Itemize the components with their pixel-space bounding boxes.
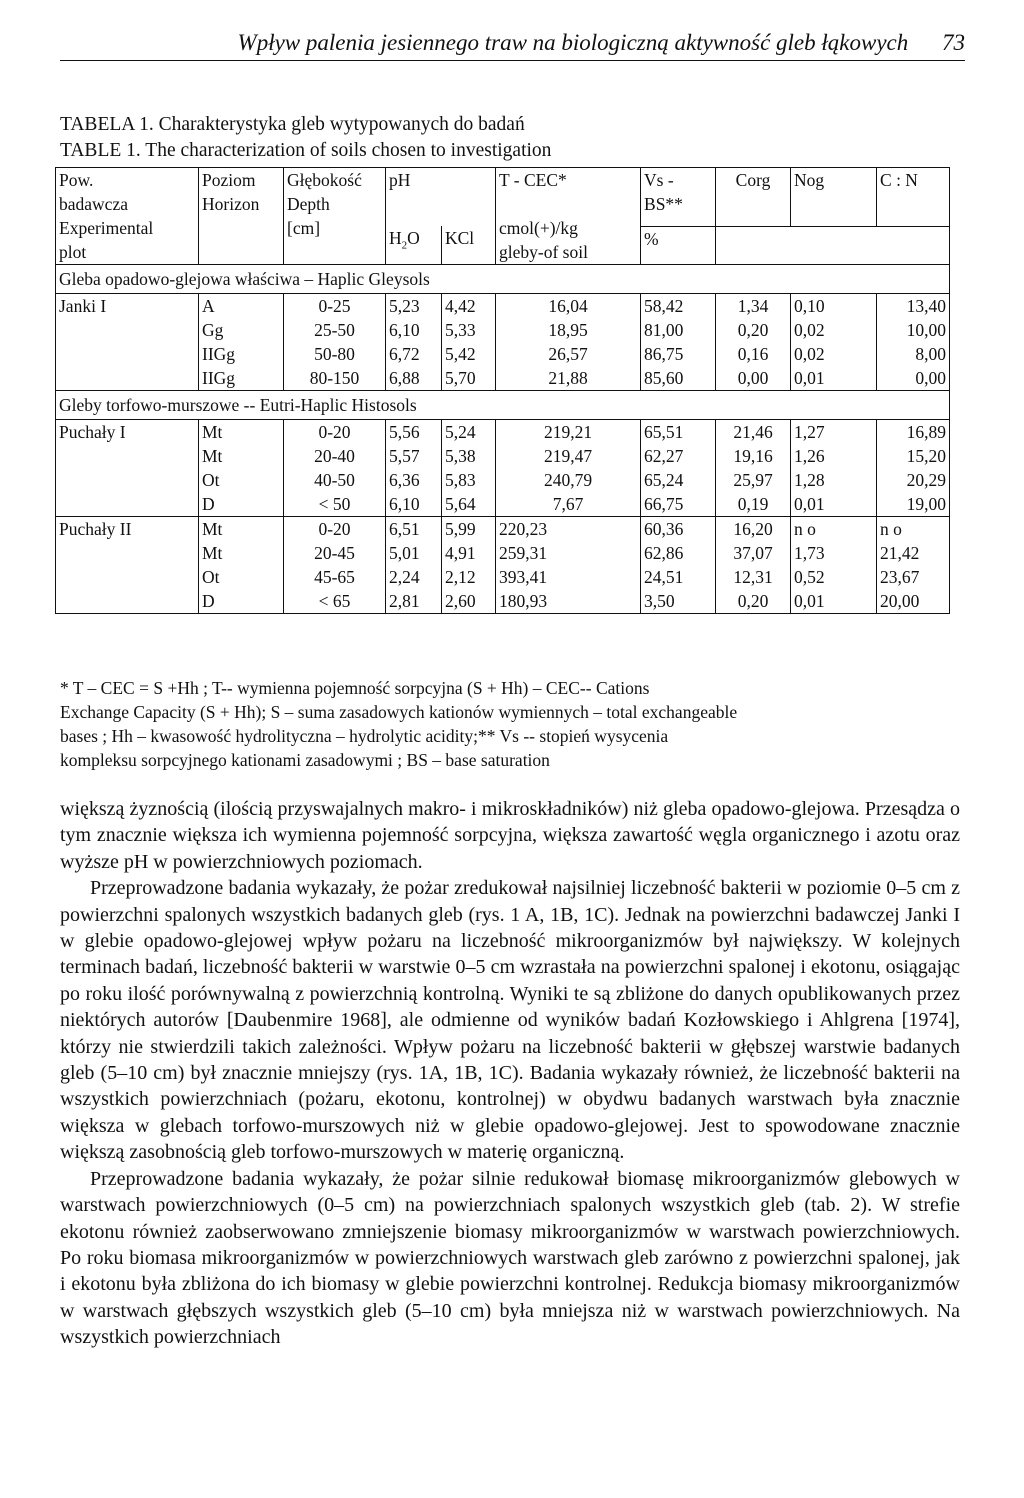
table-footnote (60, 676, 950, 772)
table-caption-pl: TABELA 1. Charakterystyka gleb wytypowanych do badań (60, 114, 525, 135)
group-row-gleysols: Gleba opadowo-glejowa właściwa – Haplic Gleysols (56, 265, 950, 294)
running-header-title: Wpływ palenia jesiennego traw na biologiczną aktywność gleb łąkowych (237, 30, 909, 55)
plot-row-puchaly-ii: Puchały II Mt Mt Ot D 0-20 20-45 45-65 < 65 6,51 5,01 2,24 2,81 5,99 4,91 2,12 2,60 220,23 259,31 393,41 180,93 60,36 62,86 24,51 3,50 16,20 37,07 12,31 0,20 n o 1,73 0,52 0,01 n o 21,42 23,67 20,00 (56, 517, 950, 614)
header-cec: T - CEC* cmol(+)/kg gleby-of soil (496, 168, 641, 265)
footnote-line: * T – CEC = S +Hh ; T-- wymienna pojemność sorpcyjna (S + Hh) – CEC-- Cations (60, 678, 650, 698)
page-number: 73 (942, 30, 965, 55)
header-ph: pH (386, 168, 496, 227)
header-depth: Głębokość Depth [cm] (284, 168, 386, 265)
paragraph-bacteria: Przeprowadzone badania wykazały, że pożar zredukował najsilniej liczebność bakterii w poziomie 0–5 cm z powierzchni spalonych wszystkich badanych gleb (rys. 1 A, 1B, 1C). Jednak na powierzchni badawczej Janki I w glebie opadowo-glejowej wpływ pożaru na liczebność mikroorganizmów był największy. W kolejnych terminach badań, liczebność bakterii w warstwie 0–5 cm wzrastała na powierzchni spalonej i ekotonu, osiągając po roku ilość porównywalną z powierzchnią kontrolną. Wyniki te są zbliżone do danych opublikowanych przez niektórych autorów [Daubenmire 1968], ale odmienne od wyników badań Kozłowskiego i Ahlgrena [1974], którzy nie stwierdzili takich zależności. Wpływ pożaru na liczebność bakterii w głębszej warstwie badanych gleb (5–10 cm) był znacznie mniejszy (rys. 1A, 1B, 1C). Badania wykazały również, że liczebność bakterii na wszystkich powierzchniach (pożaru, ekotonu, kontrolnej) w obydwu badanych warstwach była znacznie większa w glebach torfowo-murszowych niż w glebie opadowo-glejowej. Jest to spowodowane znacznie większą zasobnością gleb torfowo-murszowych w materię organiczną. (60, 877, 960, 1164)
plot-row-puchaly-i: Puchały I Mt Mt Ot D 0-20 20-40 40-50 < 50 5,56 5,57 6,36 6,10 5,24 5,38 5,83 5,64 219,21 219,47 240,79 7,67 65,51 62,27 65,24 66,75 21,46 19,16 25,97 0,19 1,27 1,26 1,28 0,01 16,89 15,20 20,29 19,00 (56, 420, 950, 517)
paragraph-biomass: Przeprowadzone badania wykazały, że pożar silnie redukował biomasę mikroorganizmów glebowych w warstwach powierzchniowych (0–5 cm) na powierzchniach spalonych wszystkich gleb (tab. 2). W strefie ekotonu również zaobserwowano zmniejszenie biomasy mikroorganizmów w warstwach powierzchniowych. Po roku biomasa mikroorganizmów w powierzchniowych warstwach gleb zarówno z powierzchni spalonej, jak i ekotonu była zbliżona do ich biomasy w glebie powierzchni kontrolnej. Redukcja biomasy mikroorganizmów w warstwach głębszych wszystkich gleb (5–10 cm) była mniejsza niż w warstwach powierzchniowych. Na wszystkich powierzchniach (60, 1167, 960, 1349)
plot-row-janki-i: Janki I A Gg IIGg IIGg 0-25 25-50 50-80 80-150 5,23 6,10 6,72 6,88 4,42 5,33 5,42 5,70 16,04 18,95 26,57 21,88 58,42 81,00 86,75 85,60 1,34 0,20 0,16 0,00 0,10 0,02 0,02 0,01 13,40 10,00 8,00 0,00 (56, 294, 950, 391)
footnote-line: kompleksu sorpcyjnego kationami zasadowymi ; BS – base saturation (60, 750, 550, 770)
group-row-histosols: Gleby torfowo-murszowe -- Eutri-Haplic Histosols (56, 391, 950, 420)
header-plot: Pow. badawcza Experimental plot (56, 168, 199, 265)
table-header-row (56, 168, 950, 227)
header-cn: C : N (877, 168, 950, 227)
footnote-line: Exchange Capacity (S + Hh); S – suma zasadowych kationów wymiennych – total exchangeable (60, 702, 738, 722)
paragraph-continuation: większą żyznością (ilością przyswajalnych makro- i mikroskładników) niż gleba opadowo-glejowa. Przesądza o tym znacznie większa ich wymienna pojemność sorpcyjna, większa zawartość węgla organicznego i azotu oraz wyższe pH w powierzchniowych poziomach. (60, 798, 960, 873)
header-h2o: $H_2O$ (386, 226, 442, 264)
header-kcl: KCl (442, 226, 496, 264)
body-text (60, 796, 960, 1351)
running-header (60, 30, 965, 61)
header-corg: Corg (716, 168, 791, 227)
header-vs-unit: % (641, 226, 716, 264)
header-vs: Vs - BS** (641, 168, 716, 227)
header-nog: Nog (791, 168, 877, 227)
header-horizon: Poziom Horizon (199, 168, 284, 265)
soil-characteristics-table (55, 167, 950, 614)
table-caption-en: TABLE 1. The characterization of soils chosen to investigation (60, 140, 552, 161)
footnote-line: bases ; Hh – kwasowość hydrolityczna – hydrolytic acidity;** Vs -- stopień wysycenia (60, 726, 669, 746)
